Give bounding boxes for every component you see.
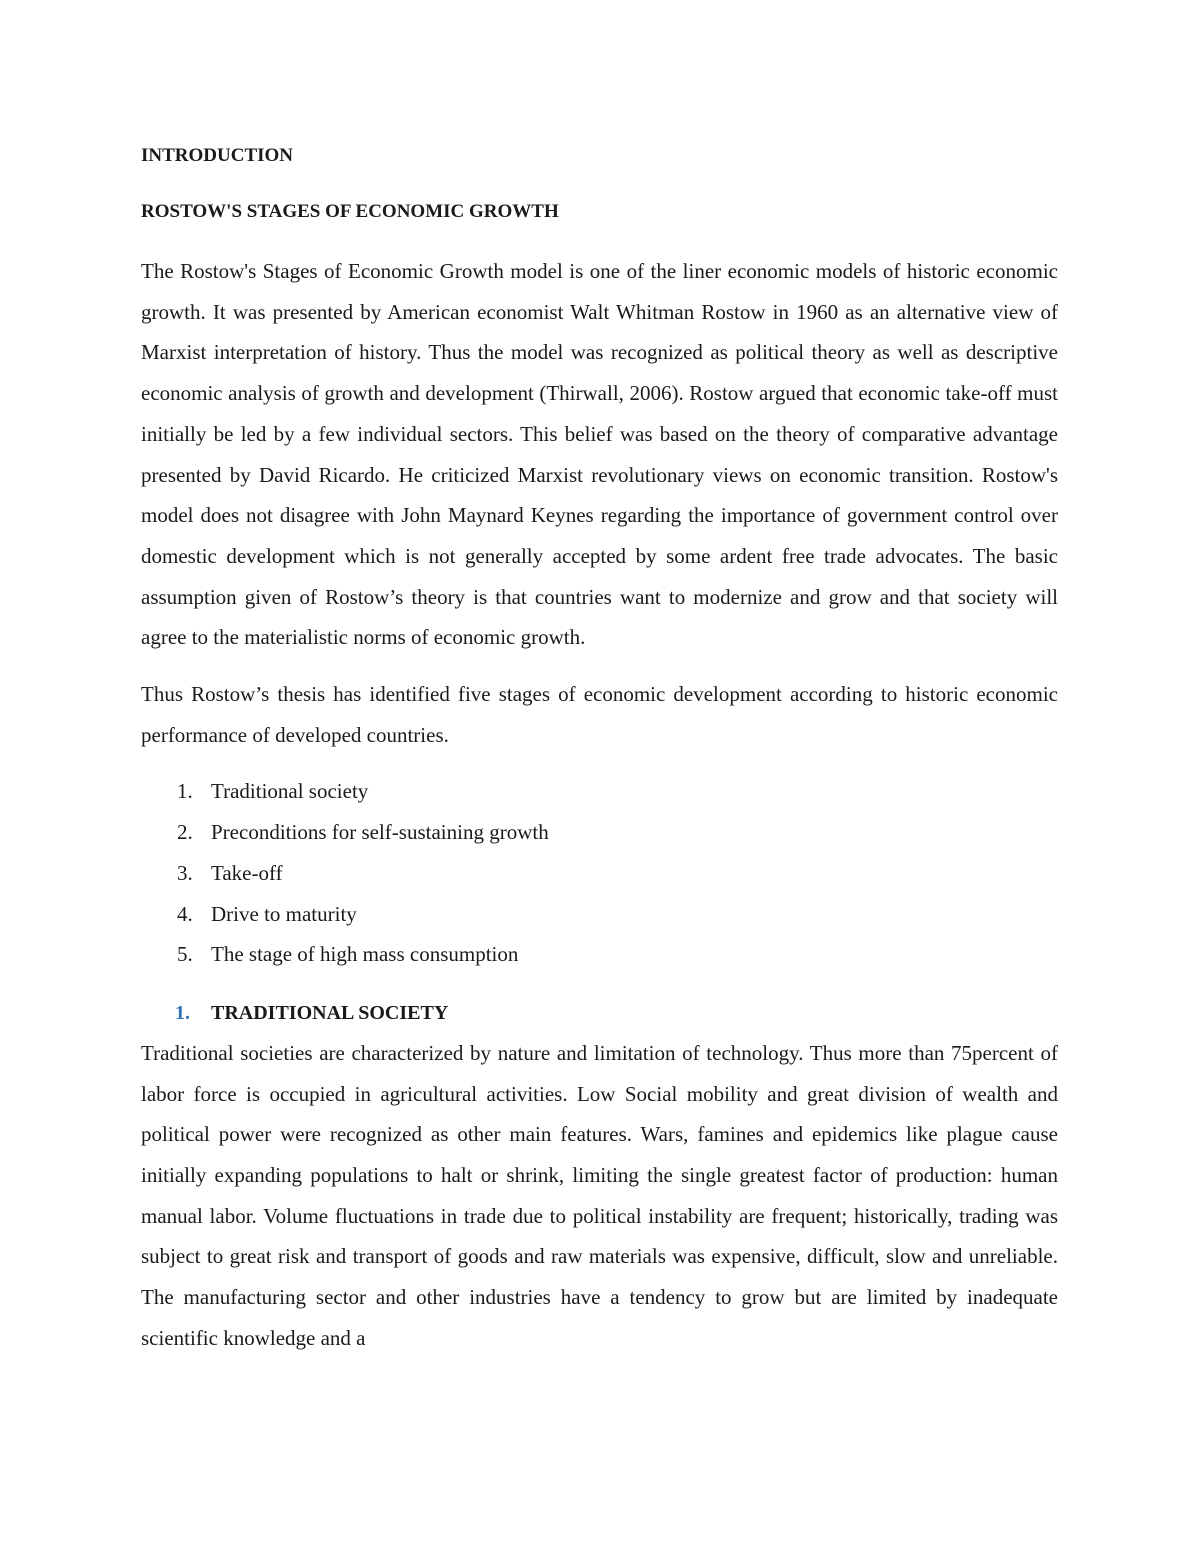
traditional-society-paragraph: Traditional societies are characterized by nature and limitation of technology. Thus more than 75percent of labor force is occupied in agricultural activities. Low Social mobility and great division of wealth and political power were recognized as other main features. Wars, famines and epidemics like plague cause initially expanding populations to halt or shrink, limiting the single greatest factor of production: human manual labor. Volume fluctuations in trade due to political instability are frequent; historically, trading was subject to great risk and transport of goods and raw materials was expensive, difficult, slow and unreliable. The manufacturing sector and other industries have a tendency to grow but are limited by inadequate scientific knowledge and a [141, 1040, 1058, 1350]
intro-paragraph: The Rostow's Stages of Economic Growth model is one of the liner economic models of historic economic growth. It was presented by American economist Walt Whitman Rostow in 1960 as an alternative view of Marxist interpretation of history. Thus the model was recognized as political theory as well as descriptive economic analysis of growth and development (Thirwall, 2006). Rostow argued that economic take-off must initially be led by a few individual sectors. This belief was based on the theory of comparative advantage presented by David Ricardo. He criticized Marxist revolutionary views on economic transition. Rostow's model does not disagree with John Maynard Keynes regarding the importance of government control over domestic development which is not generally accepted by some ardent free trade advocates. The basic assumption given of Rostow’s theory is that countries want to modernize and grow and that society will agree to the materialistic norms of economic growth. [141, 259, 1058, 650]
list-item [141, 771, 1058, 812]
list-item-number: 3. [177, 860, 193, 885]
section-number: 1. [175, 1001, 190, 1024]
section-title: TRADITIONAL SOCIETY [211, 1001, 449, 1024]
list-item-number: 5. [177, 942, 193, 967]
list-item-number: 2. [177, 820, 193, 845]
list-item-number: 4. [177, 901, 193, 926]
list-item [141, 894, 1058, 935]
thesis-paragraph: Thus Rostow’s thesis has identified five stages of economic development according to historic economic performance of developed countries. [141, 682, 1058, 747]
list-item-label: Traditional society [211, 779, 369, 804]
list-item-label: Take-off [211, 860, 283, 885]
list-item-label: Drive to maturity [211, 901, 357, 926]
document-page [141, 140, 1058, 1375]
stages-list [141, 771, 1058, 975]
section-heading-traditional-society [141, 993, 1058, 1033]
heading-rostow-stages: ROSTOW'S STAGES OF ECONOMIC GROWTH [141, 201, 559, 222]
list-item [141, 812, 1058, 853]
list-item-label: Preconditions for self-sustaining growth [211, 820, 549, 845]
list-item-number: 1. [177, 779, 193, 804]
list-item [141, 934, 1058, 975]
list-item-label: The stage of high mass consumption [211, 942, 519, 967]
heading-introduction: INTRODUCTION [141, 145, 294, 166]
list-item [141, 853, 1058, 894]
